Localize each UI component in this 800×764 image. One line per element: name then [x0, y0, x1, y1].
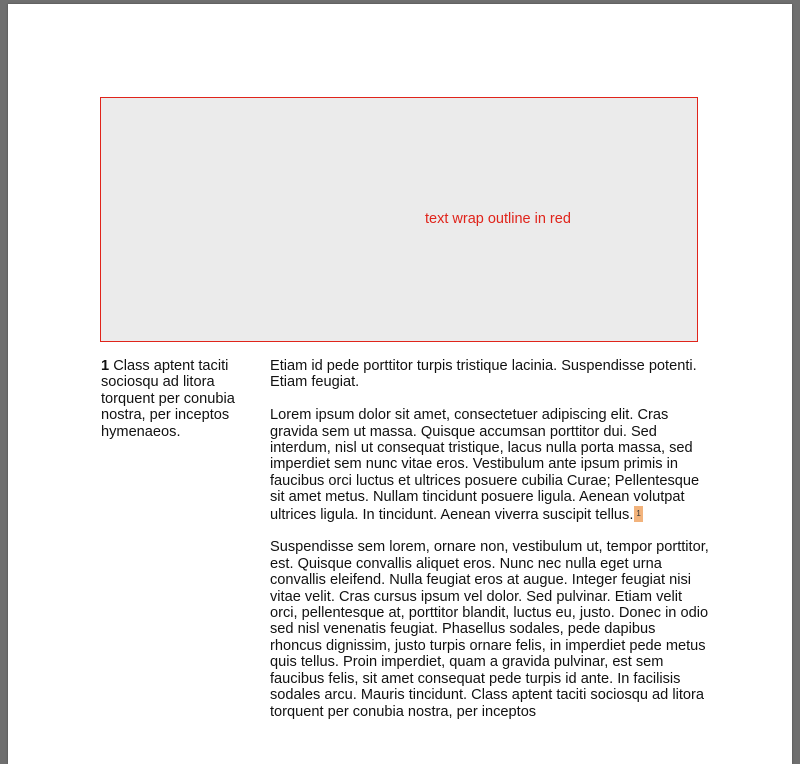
- text-wrap-outline-box: [100, 97, 698, 342]
- paragraph: [270, 407, 710, 523]
- paragraph: [270, 358, 710, 391]
- sidenote-number: 1: [101, 358, 110, 374]
- paragraph-text: Suspendisse sem lorem, ornare non, vestibulum ut, tempor porttitor, est. Quisque convallis aliquet eros. Nunc nec nulla eget urna convallis eleifend. Nulla feugiat eros at augue. Integer feugiat nisi vitae velit. Cras cursus ipsum vel dolor. Sed pulvinar. Etiam velit orci, pellentesque at, porttitor blandit, luctus eu, justo. Donec in odio sed nisl venenatis feugiat. Phasellus sodales, pede dapibus rhoncus dignissim, justo turpis ornare felis, in imperdiet pede metus quis tellus. Proin imperdiet, quam a gravida pulvinar, est sem faucibus felis, sit amet consequat pede turpis id ante. In facilisis sodales arcu. Mauris tincidunt. Class aptent taciti sociosqu ad litora torquent per conubia nostra, per inceptos: [270, 539, 709, 720]
- footnote-marker[interactable]: 1: [634, 506, 642, 522]
- body-text: [270, 358, 710, 736]
- paragraph-text: Lorem ipsum dolor sit amet, consectetuer adipiscing elit. Cras gravida sem ut massa. Quisque accumsan porttitor dui. Sed interdum, nisl ut consequat tristique, lacus nulla porta massa, sed imperdiet sem nunc vitae eros. Vestibulum ante ipsum primis in faucibus orci luctus et ultrices posuere cubilia Curae; Pellentesque sit amet metus. Nullam tincidunt posuere ligula. Aenean volutpat ultrices ligula. In tincidunt. Aenean viverra suscipit tellus.: [270, 407, 700, 523]
- sidenote-text: Class aptent taciti sociosqu ad litora torquent per conubia nostra, per inceptos hymenaeos.: [101, 358, 235, 440]
- sidenote: [101, 358, 261, 440]
- paragraph-text: Etiam id pede porttitor turpis tristique lacinia. Suspendisse potenti. Etiam feugiat.: [270, 358, 697, 391]
- paragraph: [270, 539, 710, 719]
- text-wrap-outline-label: text wrap outline in red: [425, 211, 571, 227]
- document-page: [8, 4, 792, 764]
